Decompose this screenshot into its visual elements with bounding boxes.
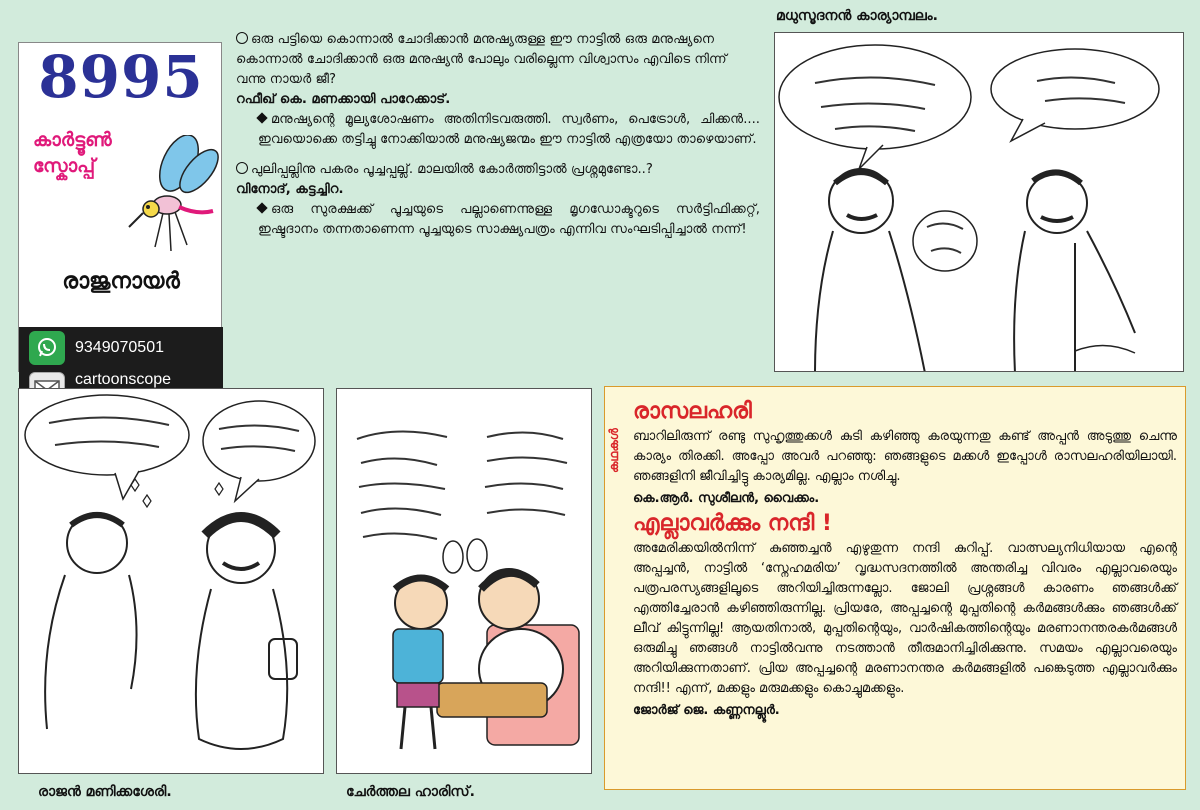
answer-bullet-icon: [256, 202, 267, 213]
question-bullet-icon: [236, 32, 248, 44]
column-brand: [33, 127, 112, 179]
reader-name-1: റഫീഖ് കെ. മണക്കായി പാറേക്കാട്.: [236, 92, 451, 107]
story-title-2: എല്ലാവർക്കും നന്ദി !: [633, 511, 832, 536]
phone-row: [29, 331, 164, 365]
story-body-1: ബാറിലിരുന്ന് രണ്ടു സുഹൃത്തുക്കൾ കുടി കഴിഞ്ഞു കരയുന്നതു കണ്ട് അപ്പൻ അടുത്തു ചെന്നു കാര്യം തിരക്കി. അപ്പോ അവർ പറഞ്ഞു: ഞങ്ങളുടെ മക്കൾ ഇപ്പോൾ രാസലഹരിയിലായി. ഞങ്ങളിനി ജീവിച്ചിട്ടു കാര്യമില്ല. എല്ലാം നശിച്ചു.: [633, 429, 1177, 484]
brand-line-1: കാർട്ടൂൺ: [33, 129, 112, 151]
story-signature-1: കെ.ആർ. സുശീലൻ, വൈക്കം.: [633, 491, 820, 506]
cartoon-bottom-middle: [336, 388, 592, 774]
cartoon-drawing: [775, 33, 1184, 372]
whatsapp-icon: [29, 331, 65, 365]
cartoonist-caption-3: ചേർത്തല ഹാരിസ്.: [346, 784, 475, 800]
story-body-2: അമേരിക്കയിൽനിന്ന് കുഞ്ഞച്ചൻ എഴുതുന്ന നന്ദി കുറിപ്പ്. വാത്സല്യനിധിയായ എന്റെ അപ്പച്ചൻ, നാട്ടിൽ ‘സ്നേഹമരിയ’ വൃദ്ധസദനത്തിൽ അന്തരിച്ച വിവരം എല്ലാവരെയും പത്രപരസ്യങ്ങളിലൂടെ അറിയിച്ചിരുന്നല്ലോ. ജോലി പ്രശ്നങ്ങൾ കാരണം ഞങ്ങൾക്ക് എത്തിച്ചേരാൻ കഴിഞ്ഞിരുന്നില്ല. പ്രിയരേ, അപ്പച്ചന്റെ മുപ്പതിന്റെ കർമങ്ങൾക്കും ഞങ്ങൾക്ക് ലീവ് കിട്ടുന്നില്ല! ആയതിനാൽ, മുപ്പതിന്റെയും, വാർഷികത്തിന്റെയും മരണാനന്തരകർമങ്ങൾ ഒരുമിച്ചു ഞങ്ങൾ നാട്ടിൽവന്നു നടത്താൻ തീരുമാനിച്ചിരിക്കുന്നു. സമയം എല്ലാവരെയും അറിയിക്കുന്നതാണ്. പ്രിയ അപ്പച്ചന്റെ മരണാനന്തര കർമങ്ങളിൽ പങ്കെടുത്ത എല്ലാവർക്കും നന്ദി!! എന്ന്, മക്കളും മരുമക്കളും കൊച്ചുമക്കളും.: [633, 541, 1177, 696]
story-title-1: രാസലഹരി: [633, 399, 752, 424]
cartoon-drawing: [337, 389, 592, 774]
question-2: പുലിപ്പല്ലിനു പകരം പൂച്ചപ്പല്ല്. മാലയിൽ കോർത്തിട്ടാൽ പ്രശ്നമുണ്ടോ..?: [236, 160, 760, 180]
question-1: ഒരു പട്ടിയെ കൊന്നാൽ ചോദിക്കാൻ മനുഷ്യരുള്ള ഈ നാട്ടിൽ ഒരു മനുഷ്യനെ കൊന്നാൽ ചോദിക്കാൻ ഒരു മനുഷ്യൻ പോലും വരില്ലെന്ന വിശ്വാസം എവിടെ നിന്ന് വന്നു നായർ ജീ?: [236, 32, 727, 87]
qa-column: [236, 30, 760, 240]
column-masthead: [18, 42, 222, 388]
stories-box: [604, 386, 1186, 790]
answer-1: മനുഷ്യന്റെ മൂല്യശോഷണം അതിനിടവരുത്തി. സ്വർണം, പെട്രോൾ, ചിക്കൻ.... ഇവയൊക്കെ തട്ടിച്ചു നോക്കിയാൽ മനുഷ്യജന്മം ഈ നാട്ടിൽ എത്രയോ താഴെയാണ്.: [258, 112, 760, 147]
phone-number: 9349070501: [75, 339, 164, 356]
stories-side-label: കഥകൾ: [607, 428, 621, 474]
brand-line-2: സ്കോപ്പ്: [33, 155, 96, 177]
answer-2: ഒരു സുരക്ഷക്ക് പൂച്ചയുടെ പല്ലാണെന്നുള്ള മൃഗഡോക്ടറുടെ സർട്ടിഫിക്കറ്റ്, ഇഷ്ടദാനം തന്നതാണെന്ന പൂച്ചയുടെ സാക്ഷ്യപത്രം എന്നിവ സംഘടിപ്പിച്ചാൽ നന്ന്!: [258, 202, 760, 237]
story-signature-2: ജോർജ് ജെ. കണ്ണനല്ലൂർ.: [633, 703, 780, 718]
cartoon-drawing: [19, 389, 324, 774]
email-address: cartoonscope: [75, 371, 172, 388]
cartoonist-caption-1: മധുസൂദനൻ കാര്യാമ്പലം.: [776, 8, 938, 24]
question-bullet-icon: [236, 162, 248, 174]
mosquito-logo-icon: [127, 135, 219, 255]
reader-name-2: വിനോദ്, കട്ടച്ചിറ.: [236, 182, 344, 197]
cartoon-bottom-left: [18, 388, 324, 774]
cartoonist-caption-2: രാജൻ മണിക്കശേരി.: [38, 784, 172, 800]
answer-bullet-icon: [256, 112, 267, 123]
column-number: 8995: [38, 43, 204, 111]
column-author: രാജുനായർ: [62, 269, 180, 294]
cartoon-top-right: [774, 32, 1184, 372]
stories-content: [633, 397, 1177, 721]
